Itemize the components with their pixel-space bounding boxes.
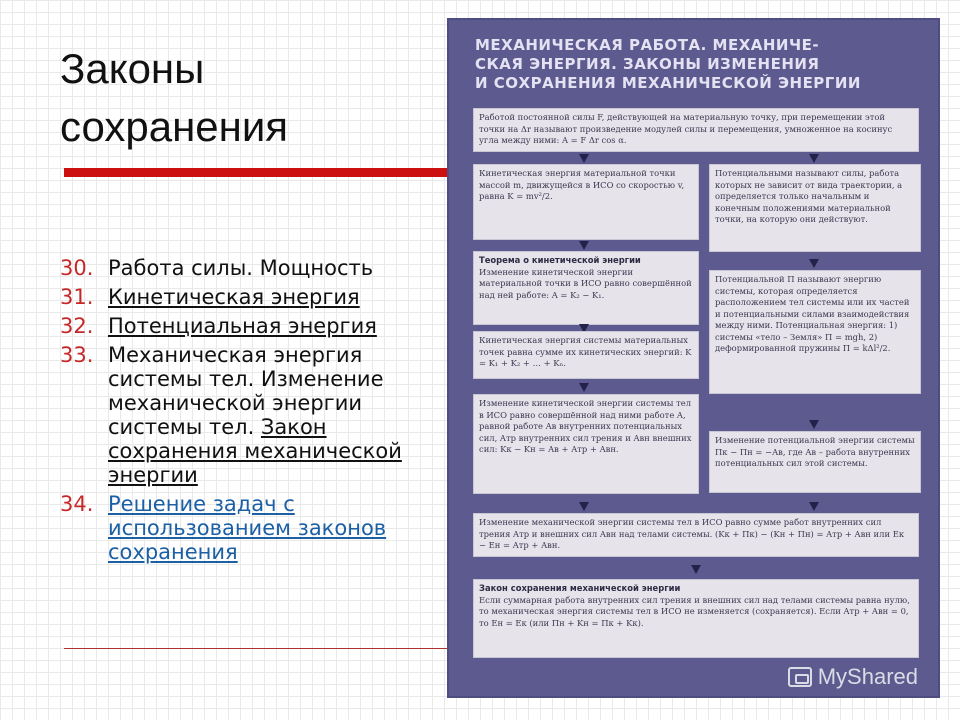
scan-heading-line-2: СКАЯ ЭНЕРГИЯ. ЗАКОНЫ ИЗМЕНЕНИЯ xyxy=(475,55,820,73)
box-conservation-law-title: Закон сохранения механической энергии xyxy=(479,583,681,593)
topic-number: 34. xyxy=(60,492,94,516)
box-potential-energy: Потенциальной П называют энергию системы, которая определяется расположением тел системы или их частей и потенциальными силами взаимодействия между ними. Потенциальная энергия: 1) системы «тело – Земля» П = mgh, 2) деформированной пружины П = kΔl²/2. xyxy=(709,270,921,394)
arrow-down-icon xyxy=(809,420,819,429)
scan-heading-line-3: И СОХРАНЕНИЯ МЕХАНИЧЕСКОЙ ЭНЕРГИИ xyxy=(475,74,861,92)
watermark xyxy=(788,664,918,690)
topic-item-33 xyxy=(60,343,440,487)
topic-list xyxy=(60,256,440,569)
box-system-kinetic-energy: Кинетическая энергия системы материальных точек равна сумме их кинетических энергий: K = K₁ + K₂ + … + Kₙ. xyxy=(473,331,699,379)
topic-item-31[interactable] xyxy=(60,285,440,309)
footer-divider xyxy=(64,648,448,649)
slide-title-line-2: сохранения xyxy=(60,103,289,150)
topic-number: 31. xyxy=(60,285,94,309)
arrow-down-icon xyxy=(579,502,589,511)
topic-number: 32. xyxy=(60,314,94,338)
scan-heading-line-1: МЕХАНИЧЕСКАЯ РАБОТА. МЕХАНИЧЕ- xyxy=(475,36,820,54)
topic-text: Работа силы. Мощность xyxy=(108,256,374,280)
box-conservation-law xyxy=(473,579,919,658)
arrow-down-icon xyxy=(809,154,819,163)
arrow-down-icon xyxy=(809,259,819,268)
box-kinetic-theorem-text: Изменение кинетической энергии материальной точки в ИСО равно совершённой над ней работе: A = K₂ − K₁. xyxy=(479,266,692,300)
arrow-down-icon xyxy=(691,565,701,574)
box-system-energy-change: Изменение кинетической энергии системы тел в ИСО равно совершённой над ними работе A, равной работе Aв внутренних потенциальных сил, Aтр внутренних сил трения и Aвн внешних сил: Kк − Kн = Aв + Aтр + Aвн. xyxy=(473,394,699,494)
box-mechanical-energy-change: Изменение механической энергии системы тел в ИСО равно сумме работ внутренних сил трения Aтр и внешних сил Aвн над телами системы. (Kк + Пк) − (Kн + Пн) = Aтр + Aвн или Eк − Eн = Aтр + Aвн. xyxy=(473,513,919,557)
box-kinetic-theorem-title: Теорема о кинетической энергии xyxy=(479,255,641,265)
watermark-text: MyShared xyxy=(817,664,918,689)
topic-link-conservation-law[interactable]: Закон сохранения механической энергии xyxy=(108,415,402,487)
box-conservation-law-text: Если суммарная работа внутренних сил трения и внешних сил над телами системы равна нулю, то механическая энергия системы тел в ИСО не изменяется (сохраняется). Если Aтр + Aвн = 0, то Eн = Eк (или Пн + Kн = Пк + Kк). xyxy=(479,594,910,628)
topic-number: 30. xyxy=(60,256,94,280)
topic-item-30 xyxy=(60,256,440,280)
topic-item-32[interactable] xyxy=(60,314,440,338)
topic-item-34[interactable] xyxy=(60,492,440,564)
arrow-down-icon xyxy=(579,241,589,250)
box-kinetic-energy: Кинетическая энергия материальной точки массой m, движущейся в ИСО со скоростью v, равна K = mv²/2. xyxy=(473,164,699,240)
arrow-down-icon xyxy=(809,502,819,511)
topic-number: 33. xyxy=(60,343,94,367)
scan-heading xyxy=(475,36,925,93)
topic-link-problem-solving[interactable]: Решение задач с использованием законов сохранения xyxy=(108,492,387,564)
box-work-definition: Работой постоянной силы F, действующей на материальную точку, при перемещении этой точки на Δr называют произведение модулей силы и перемещения, умноженное на косинус угла между ними: A = F Δr cos α. xyxy=(473,108,919,152)
topic-link-potential-energy[interactable]: Потенциальная энергия xyxy=(108,314,377,338)
presentation-icon xyxy=(788,667,812,687)
slide-title xyxy=(60,40,288,156)
box-kinetic-theorem xyxy=(473,251,699,325)
arrow-down-icon xyxy=(579,154,589,163)
topic-text xyxy=(108,343,440,487)
arrow-down-icon xyxy=(579,383,589,392)
title-underline-bar xyxy=(64,168,454,177)
topic-link-kinetic-energy[interactable]: Кинетическая энергия xyxy=(108,285,360,309)
topic-text-plain: Механическая энергия системы тел. Изменение механической энергии системы тел. xyxy=(108,343,384,439)
slide-title-line-1: Законы xyxy=(60,45,205,92)
scanned-textbook-page xyxy=(447,18,940,698)
box-potential-forces: Потенциальными называют силы, работа которых не зависит от вида траектории, а определяется только начальным и конечным положениями материальной точки, на которую они действуют. xyxy=(709,164,921,252)
box-potential-energy-change: Изменение потенциальной энергии системы Пк − Пн = −Aв, где Aв – работа внутренних потенциальных сил этой системы. xyxy=(709,431,921,493)
